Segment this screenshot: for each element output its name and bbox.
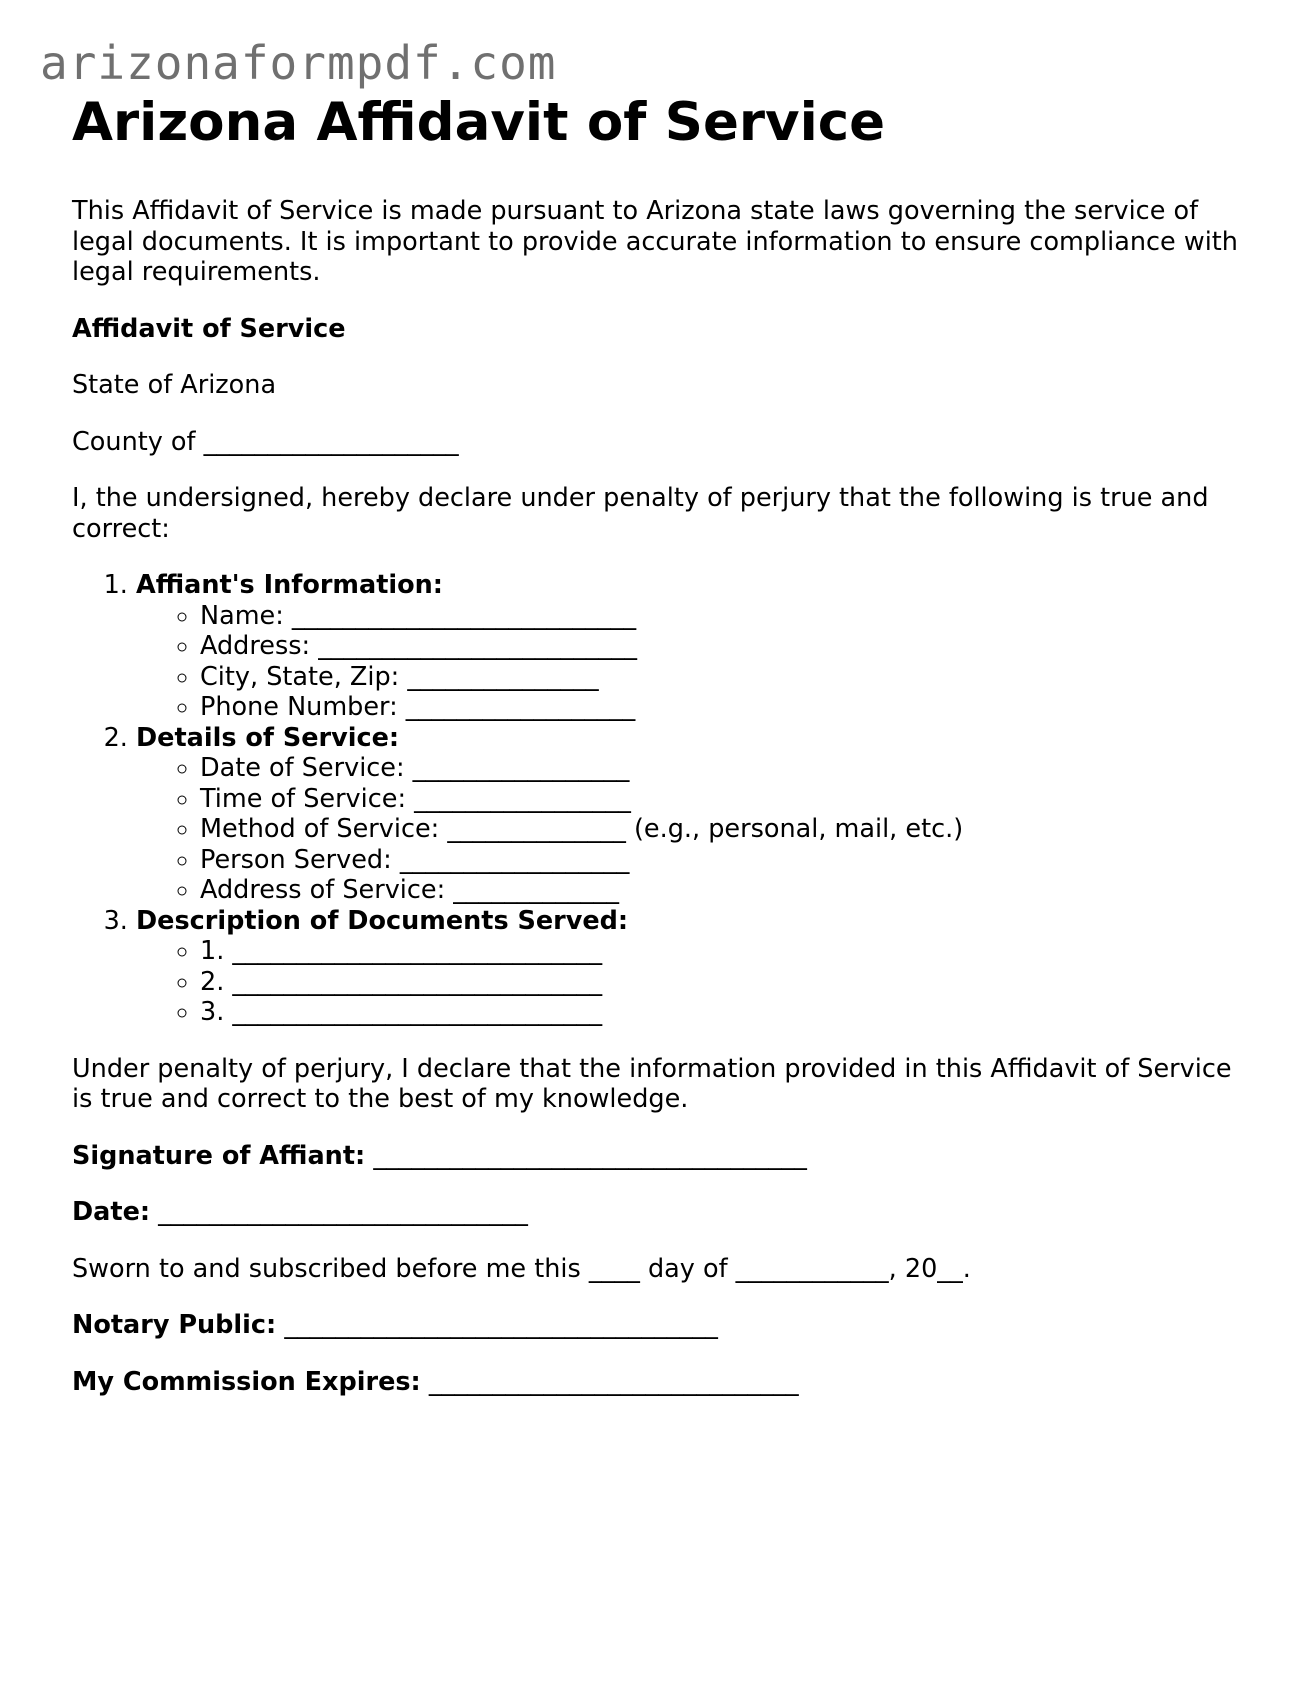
affiant-fields-list <box>136 601 1242 723</box>
document-title: Arizona Affidavit of Service <box>72 92 886 153</box>
affidavit-document <box>72 88 1242 1397</box>
section-title: Details of Service: <box>136 722 400 753</box>
section-affiant-information <box>136 570 1242 723</box>
watermark-text: arizonaformpdf.com <box>40 36 557 90</box>
date-line <box>72 1197 1242 1228</box>
section-details-of-service <box>136 723 1242 906</box>
service-method-field: ◦ Method of Service: ______________ (e.g., personal, mail, etc.) <box>200 814 1242 845</box>
commission-label: My Commission Expires: <box>72 1366 421 1397</box>
document-line-3: ◦ 3. _____________________________ <box>200 997 1242 1028</box>
affiant-phone-field: ◦ Phone Number: __________________ <box>200 692 1242 723</box>
section-title: Description of Documents Served: <box>136 905 629 936</box>
section-title: Affiant's Information: <box>136 570 443 600</box>
declaration-paragraph: I, the undersigned, hereby declare under penalty of perjury that the following is true and correct: <box>72 483 1209 544</box>
service-address-field: ◦ Address of Service: _____________ <box>200 875 1242 906</box>
closing-paragraph: Under penalty of perjury, I declare that the information provided in this Affidavit of Service is true and correct to the best of my knowledge. <box>72 1053 1232 1114</box>
sections-list <box>72 570 1242 1028</box>
service-fields-list <box>136 753 1242 906</box>
affiant-address-field: ◦ Address: _________________________ <box>200 631 1242 662</box>
notary-line <box>72 1310 1242 1341</box>
date-label: Date: <box>72 1197 151 1227</box>
notary-label: Notary Public: <box>72 1310 277 1340</box>
affiant-city-state-zip-field: ◦ City, State, Zip: _______________ <box>200 662 1242 693</box>
documents-list <box>136 936 1242 1028</box>
signature-label: Signature of Affiant: <box>72 1140 366 1171</box>
commission-line <box>72 1367 1242 1398</box>
affidavit-heading: Affidavit of Service <box>72 313 346 344</box>
county-line: County of ____________________ <box>72 426 459 457</box>
signature-blank: __________________________________ <box>373 1140 807 1171</box>
person-served-field: ◦ Person Served: __________________ <box>200 845 1242 876</box>
document-line-2: ◦ 2. _____________________________ <box>200 967 1242 998</box>
intro-paragraph: This Affidavit of Service is made pursuant to Arizona state laws governing the service of legal documents. It is important to provide accurate information to ensure compliance with legal requirements. <box>72 196 1238 287</box>
service-date-field: ◦ Date of Service: _________________ <box>200 753 1242 784</box>
section-documents-served <box>136 906 1242 1028</box>
commission-blank: _____________________________ <box>428 1366 799 1397</box>
affiant-name-field: ◦ Name: ___________________________ <box>200 601 1242 632</box>
notary-blank: __________________________________ <box>284 1310 718 1340</box>
state-line: State of Arizona <box>72 370 277 400</box>
sworn-line: Sworn to and subscribed before me this ____ day of ____________, 20__. <box>72 1253 971 1284</box>
date-blank: _____________________________ <box>158 1197 528 1227</box>
document-line-1: ◦ 1. _____________________________ <box>200 936 1242 967</box>
service-time-field: ◦ Time of Service: _________________ <box>200 784 1242 815</box>
signature-line <box>72 1141 1242 1172</box>
